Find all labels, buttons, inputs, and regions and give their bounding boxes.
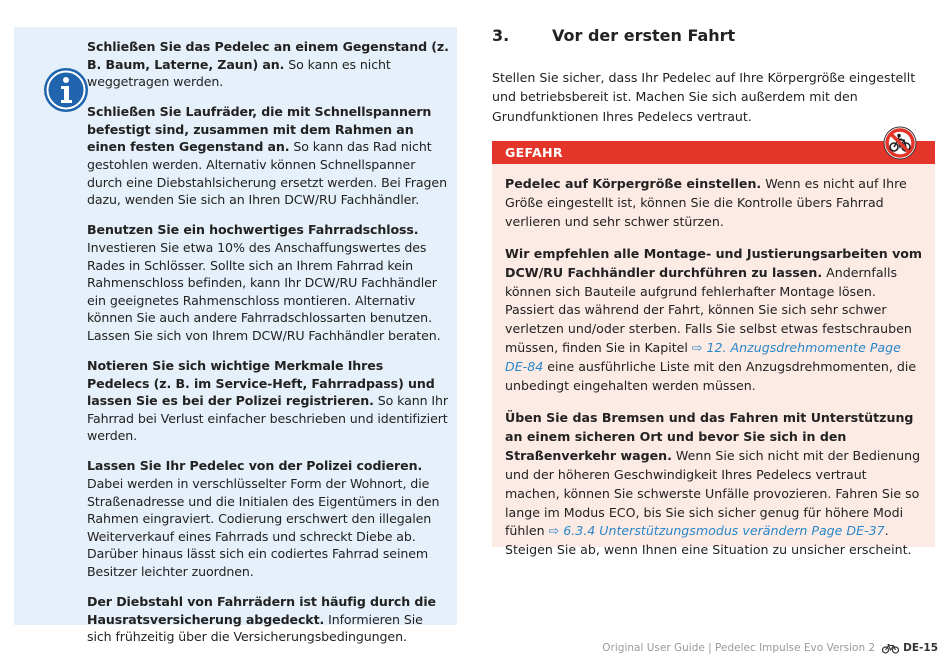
info-paragraph: Lassen Sie Ihr Pedelec von der Polizei codieren. Dabei werden in verschlüsselter Form der Wohnort, die Straßenadresse und die Initialen des Eigentümers in den Rahmen eingraviert. Codierung erschwert den illegalen Weiterverkauf eines Fahrrads und schreckt Diebe ab. Darüber hinaus lässt sich ein codiertes Fahrrad seinem Besitzer leichter zuordnen. — [87, 458, 440, 580]
info-paragraph: Notieren Sie sich wichtige Merkmale Ihres Pedelecs (z. B. im Service-Heft, Fahrradpass) und lassen Sie es bei der Polizei registrieren. So kann Ihr Fahrrad bei Verlust einfacher beschrieben und identifiziert werden. — [87, 358, 448, 444]
danger-label: GEFAHR — [505, 145, 563, 160]
info-icon — [43, 67, 89, 113]
page-footer — [602, 642, 938, 654]
section-intro: Stellen Sie sicher, dass Ihr Pedelec auf Ihre Körpergröße eingestellt und betriebsbereit ist. Machen Sie sich außerdem mit den Grundfunktionen Ihres Pedelecs vertraut. — [492, 70, 916, 124]
info-paragraph: Schließen Sie das Pedelec an einem Gegenstand (z. B. Baum, Laterne, Zaun) an. So kann es nicht weggetragen werden. — [87, 39, 449, 90]
section-title: Vor der ersten Fahrt — [552, 26, 736, 45]
info-paragraph: Schließen Sie Laufräder, die mit Schnellspannern befestigt sind, zusammen mit dem Rahmen an einen festen Gegenstand an. So kann das Rad nicht gestohlen werden. Alternativ können Schnellspanner durch eine Diebstahlsicherung ersetzt werden. Bei Fragen dazu, wenden Sie sich an Ihren DCW/RU Fachhändler. — [87, 104, 447, 208]
footer-text: Original User Guide | Pedelec Impulse Evo Version 2 — [602, 642, 876, 654]
info-paragraph: Benutzen Sie ein hochwertiges Fahrradschloss. Investieren Sie etwa 10% des Anschaffungswertes des Rades in Schlösser. Sollte sich an Ihrem Fahrrad kein Rahmenschloss befinden, kann Ihr DCW/RU Fachhändler ein geeignetes Rahmenschloss montieren. Alternativ können Sie auch andere Fahrradschlossarten benutzen. Lassen Sie sich von Ihrem DCW/RU Fachhändler beraten. — [87, 222, 441, 343]
xref-link[interactable]: ⇨ 12. Anzugsdrehmomente Page DE-84 — [505, 340, 901, 375]
danger-text — [505, 175, 923, 573]
danger-header — [492, 141, 935, 164]
page-number: DE-15 — [903, 642, 938, 654]
section-number: 3. — [492, 26, 510, 45]
info-text — [87, 38, 449, 658]
xref-link[interactable]: ⇨ 6.3.4 Unterstützungsmodus verändern Page DE-37 — [548, 523, 885, 539]
no-cycling-warning-sign — [883, 126, 917, 160]
danger-paragraph: Üben Sie das Bremsen und das Fahren mit Unterstützung an einem sicheren Ort und bevor Sie sich in den Straßenverkehr wagen. Wenn Sie sich nicht mit der Bedienung und der höheren Geschwindigkeit Ihres Pedelecs vertraut machen, können Sie schwerste Unfälle provozieren. Fahren Sie so lange im Modus ECO, bis Sie sich sicher genug für höhere Modi fühlen ⇨ 6.3.4 Unterstützungsmodus verändern Page DE-37. Steigen Sie ab, wenn Ihnen eine Situation zu unsicher erscheint. — [505, 409, 921, 558]
section-heading — [492, 26, 932, 45]
danger-paragraph: Pedelec auf Körpergröße einstellen. Wenn es nicht auf Ihre Größe eingestellt ist, können Sie die Kontrolle übers Fahrrad verlieren und sehr schwer stürzen. — [505, 176, 907, 229]
info-paragraph: Der Diebstahl von Fahrrädern ist häufig durch die Hausratsversicherung abgedeckt. Informieren Sie sich frühzeitig über die Versicherungsbedingungen. — [87, 594, 436, 645]
bicycle-icon — [882, 643, 899, 654]
danger-paragraph: Wir empfehlen alle Montage- und Justierungsarbeiten vom DCW/RU Fachhändler durchführen zu lassen. Andernfalls können sich Bauteile aufgrund fehlerhafter Montage lösen. Passiert das während der Fahrt, können Sie sich sehr schwer verletzen und/oder sterben. Falls Sie selbst etwas festschrauben müssen, finden Sie in Kapitel ⇨ 12. Anzugsdrehmomente Page DE-84 eine ausführliche Liste mit den Anzugsdrehmomenten, die unbedingt eingehalten werden müssen. — [505, 245, 923, 394]
